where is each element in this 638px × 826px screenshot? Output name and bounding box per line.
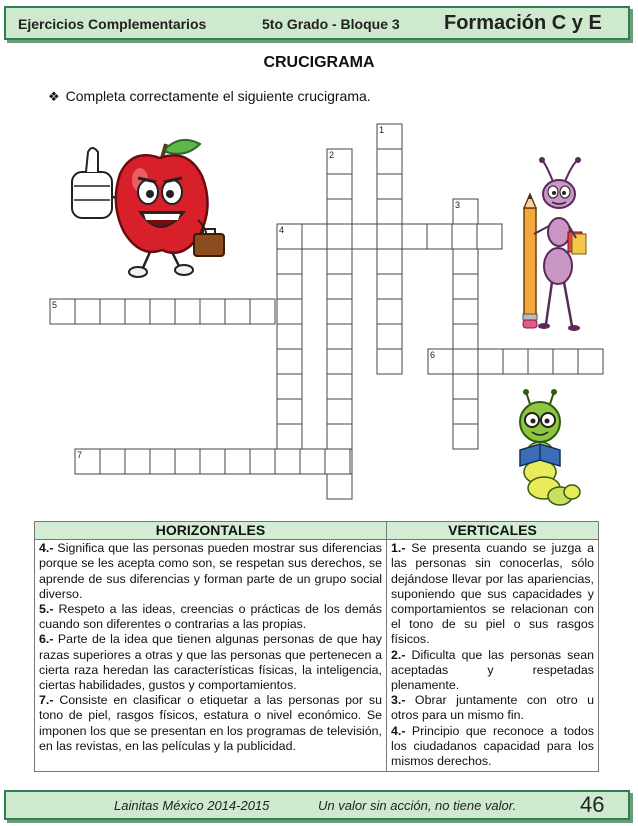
crossword-cell[interactable] xyxy=(75,299,100,324)
crossword-cell[interactable] xyxy=(327,424,352,449)
crossword-cell[interactable] xyxy=(275,449,300,474)
crossword-cell[interactable] xyxy=(327,299,352,324)
page-title: CRUCIGRAMA xyxy=(263,54,375,71)
crossword-cell[interactable] xyxy=(503,349,528,374)
clues-table xyxy=(34,521,599,772)
crossword-cell[interactable] xyxy=(277,324,302,349)
crossword-cell[interactable] xyxy=(377,249,402,274)
header-subject: Ejercicios Complementarios xyxy=(18,16,207,32)
crossword-cell[interactable] xyxy=(452,224,477,249)
crossword-cell[interactable] xyxy=(327,399,352,424)
crossword-cell[interactable] xyxy=(528,349,553,374)
crossword-cell[interactable] xyxy=(377,224,402,249)
header-course: Formación C y E xyxy=(444,12,602,34)
crossword-cell[interactable] xyxy=(377,149,402,174)
clue-number: 3 xyxy=(455,200,461,210)
crossword-cell[interactable] xyxy=(453,399,478,424)
crossword-cell[interactable] xyxy=(277,424,302,449)
crossword-cell[interactable] xyxy=(277,299,302,324)
crossword-cell[interactable] xyxy=(100,299,125,324)
crossword-cell[interactable] xyxy=(277,349,302,374)
crossword-cell[interactable] xyxy=(327,374,352,399)
crossword-cell[interactable] xyxy=(453,324,478,349)
footer-bar xyxy=(4,790,630,820)
crossword-cell[interactable] xyxy=(327,249,352,274)
horizontal-clue: 4.- Significa que las personas pueden mostrar sus diferencias porque se les acepta como son, se respetan sus derechos, se aprende de sus diferencias y forman parte de un grupo social diverso. xyxy=(39,541,382,601)
crossword-cell[interactable] xyxy=(327,199,352,224)
crossword-cell[interactable] xyxy=(327,324,352,349)
footer-motto: Un valor sin acción, no tiene valor. xyxy=(318,798,517,813)
crossword-cell[interactable] xyxy=(327,224,352,249)
crossword-cell[interactable] xyxy=(225,449,250,474)
crossword-cell[interactable] xyxy=(453,424,478,449)
horizontal-header: HORIZONTALES xyxy=(35,522,387,540)
crossword-cell[interactable] xyxy=(327,474,352,499)
crossword-cell[interactable] xyxy=(302,224,327,249)
crossword-cell[interactable] xyxy=(250,449,275,474)
crossword-cell[interactable] xyxy=(175,449,200,474)
crossword-cell[interactable] xyxy=(553,349,578,374)
crossword-cell[interactable] xyxy=(300,449,325,474)
crossword-cell[interactable] xyxy=(175,299,200,324)
crossword-cell[interactable] xyxy=(453,349,478,374)
crossword-cell[interactable] xyxy=(477,224,502,249)
crossword-cell[interactable] xyxy=(277,274,302,299)
apple-mascot-illustration xyxy=(62,130,232,280)
crossword-cell[interactable] xyxy=(250,299,275,324)
crossword-cell[interactable] xyxy=(453,374,478,399)
clue-number: 2 xyxy=(329,150,335,160)
crossword-cell[interactable] xyxy=(453,249,478,274)
vertical-clue: 1.- Se presenta cuando se juzga a las personas sin conocerlas, sólo dejándose llevar por las apariencias, suponiendo que sus capacidades y comportamientos se relacionan con el tono de su piel o sus rasgos físicos. xyxy=(391,541,594,647)
crossword-cell[interactable] xyxy=(478,349,503,374)
crossword-cell[interactable] xyxy=(277,374,302,399)
crossword-cell[interactable] xyxy=(327,349,352,374)
crossword-cell[interactable] xyxy=(100,449,125,474)
crossword-cell[interactable] xyxy=(453,299,478,324)
horizontal-clue: 7.- Consiste en clasificar o etiquetar a las personas por su tono de piel, rasgos físicos, estatura o nivel económico. Se imponen los que se presentan en los programas de televisión, en las revistas, en las películas y la publicidad. xyxy=(39,693,382,753)
crossword-cell[interactable] xyxy=(377,174,402,199)
crossword-cell[interactable] xyxy=(578,349,603,374)
crossword-cell[interactable] xyxy=(402,224,427,249)
crossword-cell[interactable] xyxy=(277,399,302,424)
crossword-cell[interactable] xyxy=(377,324,402,349)
crossword-cell[interactable] xyxy=(150,449,175,474)
crossword-cell[interactable] xyxy=(427,224,452,249)
caterpillar-reading-illustration xyxy=(500,388,584,514)
crossword-cell[interactable] xyxy=(200,299,225,324)
crossword-cell[interactable] xyxy=(377,199,402,224)
crossword-cell[interactable] xyxy=(327,174,352,199)
horizontal-clue: 5.- Respeto a las ideas, creencias o prácticas de los demás cuando son diferentes o contrarias a las propias. xyxy=(39,602,382,632)
crossword-cell[interactable] xyxy=(225,299,250,324)
crossword-cell[interactable] xyxy=(200,449,225,474)
clue-number: 6 xyxy=(430,350,436,360)
header-grade: 5to Grado - Bloque 3 xyxy=(262,16,400,32)
crossword-cell[interactable] xyxy=(325,449,350,474)
vertical-clues xyxy=(387,540,598,771)
clue-number: 7 xyxy=(77,450,83,460)
vertical-clue: 3.- Obrar juntamente con otro u otros para un mismo fin. xyxy=(391,693,594,723)
horizontal-clues xyxy=(35,540,387,771)
crossword-cell[interactable] xyxy=(125,449,150,474)
crossword-cell[interactable] xyxy=(377,274,402,299)
crossword-cell[interactable] xyxy=(377,299,402,324)
crossword-cell[interactable] xyxy=(453,274,478,299)
clue-number: 5 xyxy=(52,300,58,310)
vertical-header: VERTICALES xyxy=(387,522,598,540)
clue-number: 1 xyxy=(379,125,385,135)
crossword-cell[interactable] xyxy=(327,274,352,299)
horizontal-clue: 6.- Parte de la idea que tienen algunas personas de que hay razas superiores a otras y que las personas que pertenecen a cierta raza heredan las características físicas, la inteligencia, ciertas habilidades, gustos y comportamientos. xyxy=(39,632,382,693)
crossword-cell[interactable] xyxy=(277,249,302,274)
crossword-cell[interactable] xyxy=(150,299,175,324)
crossword-cell[interactable] xyxy=(125,299,150,324)
ant-pencil-illustration xyxy=(514,154,592,336)
crossword-cell[interactable] xyxy=(377,349,402,374)
page-number: 46 xyxy=(580,792,605,817)
footer-credit: Lainitas México 2014-2015 xyxy=(114,798,270,813)
crossword-cell[interactable] xyxy=(352,224,377,249)
instruction-text: Completa correctamente el siguiente crucigrama. xyxy=(65,88,371,104)
clue-number: 4 xyxy=(279,225,285,235)
vertical-clue: 4.- Principio que reconoce a todos los ciudadanos capacidad para los mismos derechos. xyxy=(391,723,594,769)
diamond-bullet-icon: ❖ xyxy=(48,89,60,104)
vertical-clue: 2.- Dificulta que las personas sean aceptadas y respetadas plenamente. xyxy=(391,647,594,693)
